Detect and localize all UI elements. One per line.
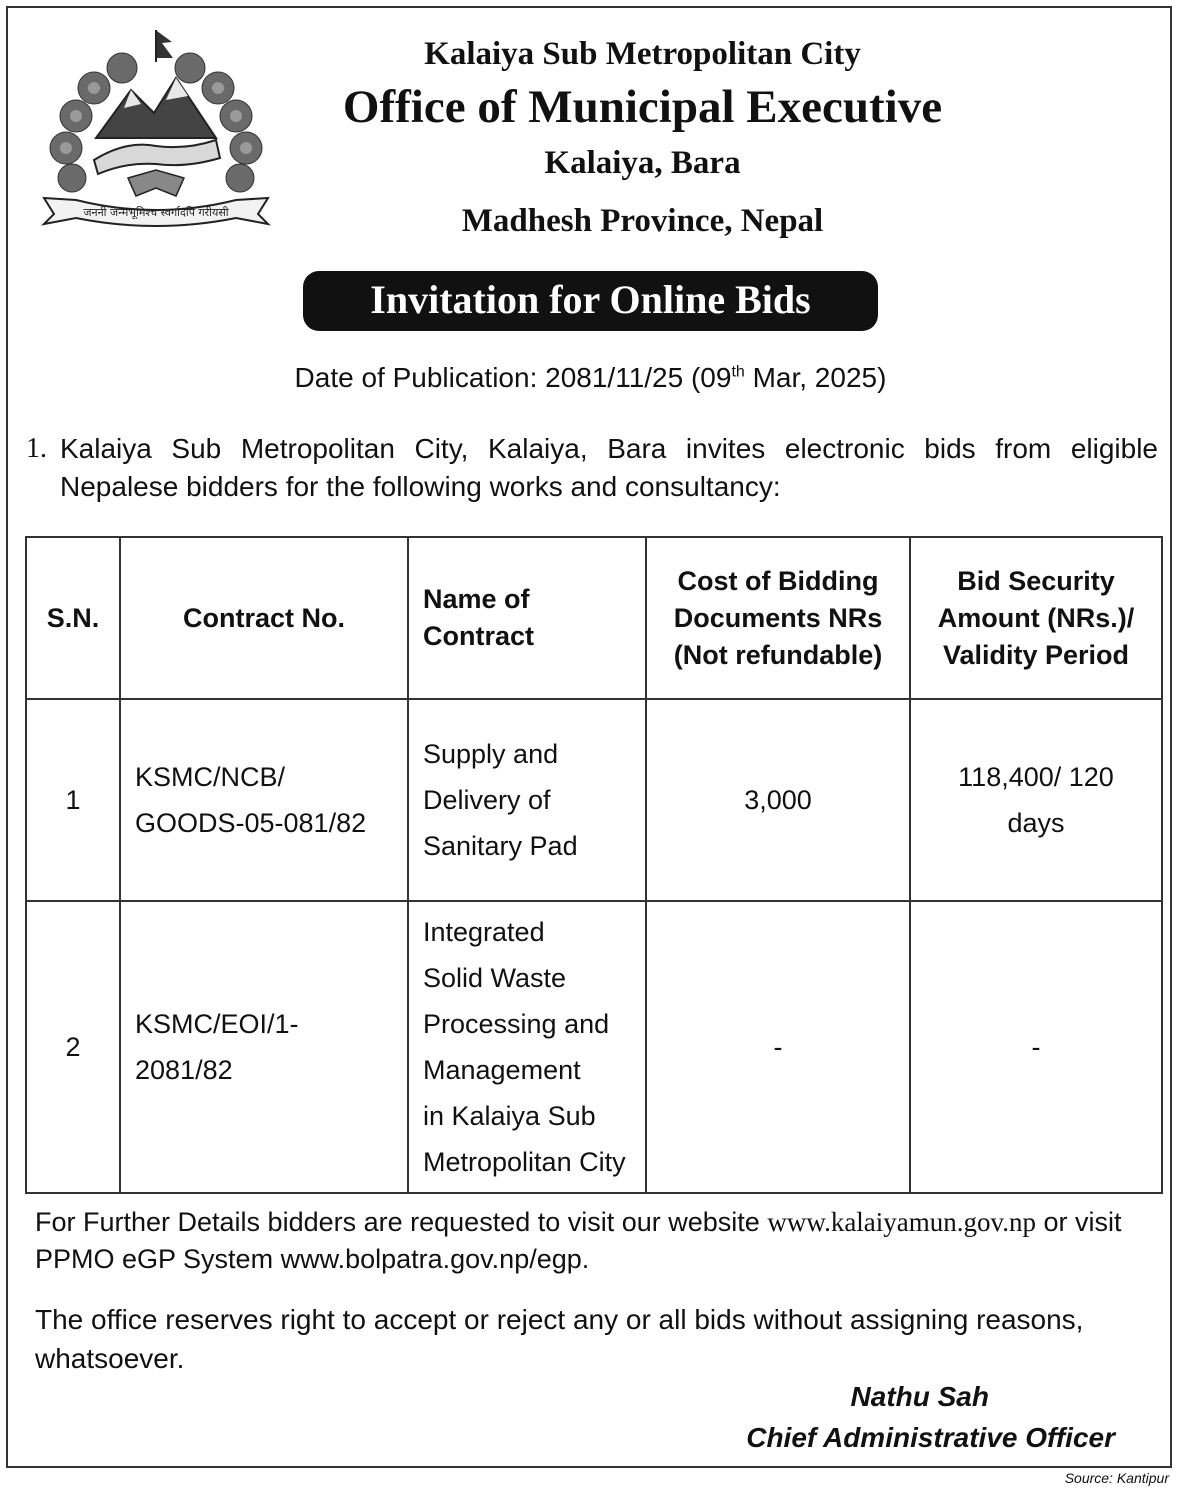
intro-paragraph [26,430,1158,506]
row-sn: 2 [26,901,120,1193]
signatory-title: Chief Administrative Officer [746,1422,1115,1453]
intro-number: 1. [26,433,47,464]
row-contract-name: Integrated Solid Waste Processing and Management in Kalaiya Sub Metropolitan City [408,901,646,1193]
row-bid-security: 118,400/ 120 days [910,699,1162,901]
further-details: For Further Details bidders are requested to visit our website www.kalaiyamun.gov.np or visit PPMO eGP System www.bolpatra.gov.np/egp. [35,1207,1122,1274]
source-credit: Source: Kantipur [1064,1470,1169,1486]
notice-title: Invitation for Online Bids [303,271,878,331]
row-cost: 3,000 [646,699,910,901]
header-sn: S.N. [26,537,120,699]
table-row [26,901,1162,1193]
publication-date: Date of Publication: 2081/11/25 (09th Mar, 2025) [294,362,887,393]
office-name: Office of Municipal Executive [342,81,943,133]
emblem-motto: जननी जन्मभूमिश्च स्वर्गादपि गरीयसी [83,206,229,219]
row-contract-no: KSMC/EOI/1- 2081/82 [120,901,408,1193]
website-link[interactable]: www.kalaiyamun.gov.np [767,1207,1037,1237]
intro-text: Kalaiya Sub Metropolitan City, Kalaiya, Bara invites electronic bids from eligible Nepalese bidders for the following works and consultancy: [60,433,1158,502]
office-location: Kalaiya, Bara [544,145,741,181]
city-name: Kalaiya Sub Metropolitan City [424,36,861,72]
reservation-statement: The office reserves right to accept or reject any or all bids without assigning reasons, whatsoever. [35,1304,1084,1374]
header-contract-no: Contract No. [120,537,408,699]
province: Madhesh Province, Nepal [461,203,824,239]
row-sn: 1 [26,699,120,901]
row-cost: - [646,901,910,1193]
table-row [26,699,1162,901]
header-name-of-contract: Name of Contract [408,537,646,699]
row-contract-no: KSMC/NCB/ GOODS-05-081/82 [120,699,408,901]
row-contract-name: Supply and Delivery of Sanitary Pad [408,699,646,901]
bids-table [25,536,1163,1194]
header-cost-of-documents: Cost of Bidding Documents NRs (Not refundable) [646,537,910,699]
table-header-row [26,537,1162,699]
header-bid-security: Bid Security Amount (NRs.)/ Validity Period [910,537,1162,699]
signature-block [746,1376,1115,1458]
signatory-name: Nathu Sah [850,1381,989,1412]
row-bid-security: - [910,901,1162,1193]
